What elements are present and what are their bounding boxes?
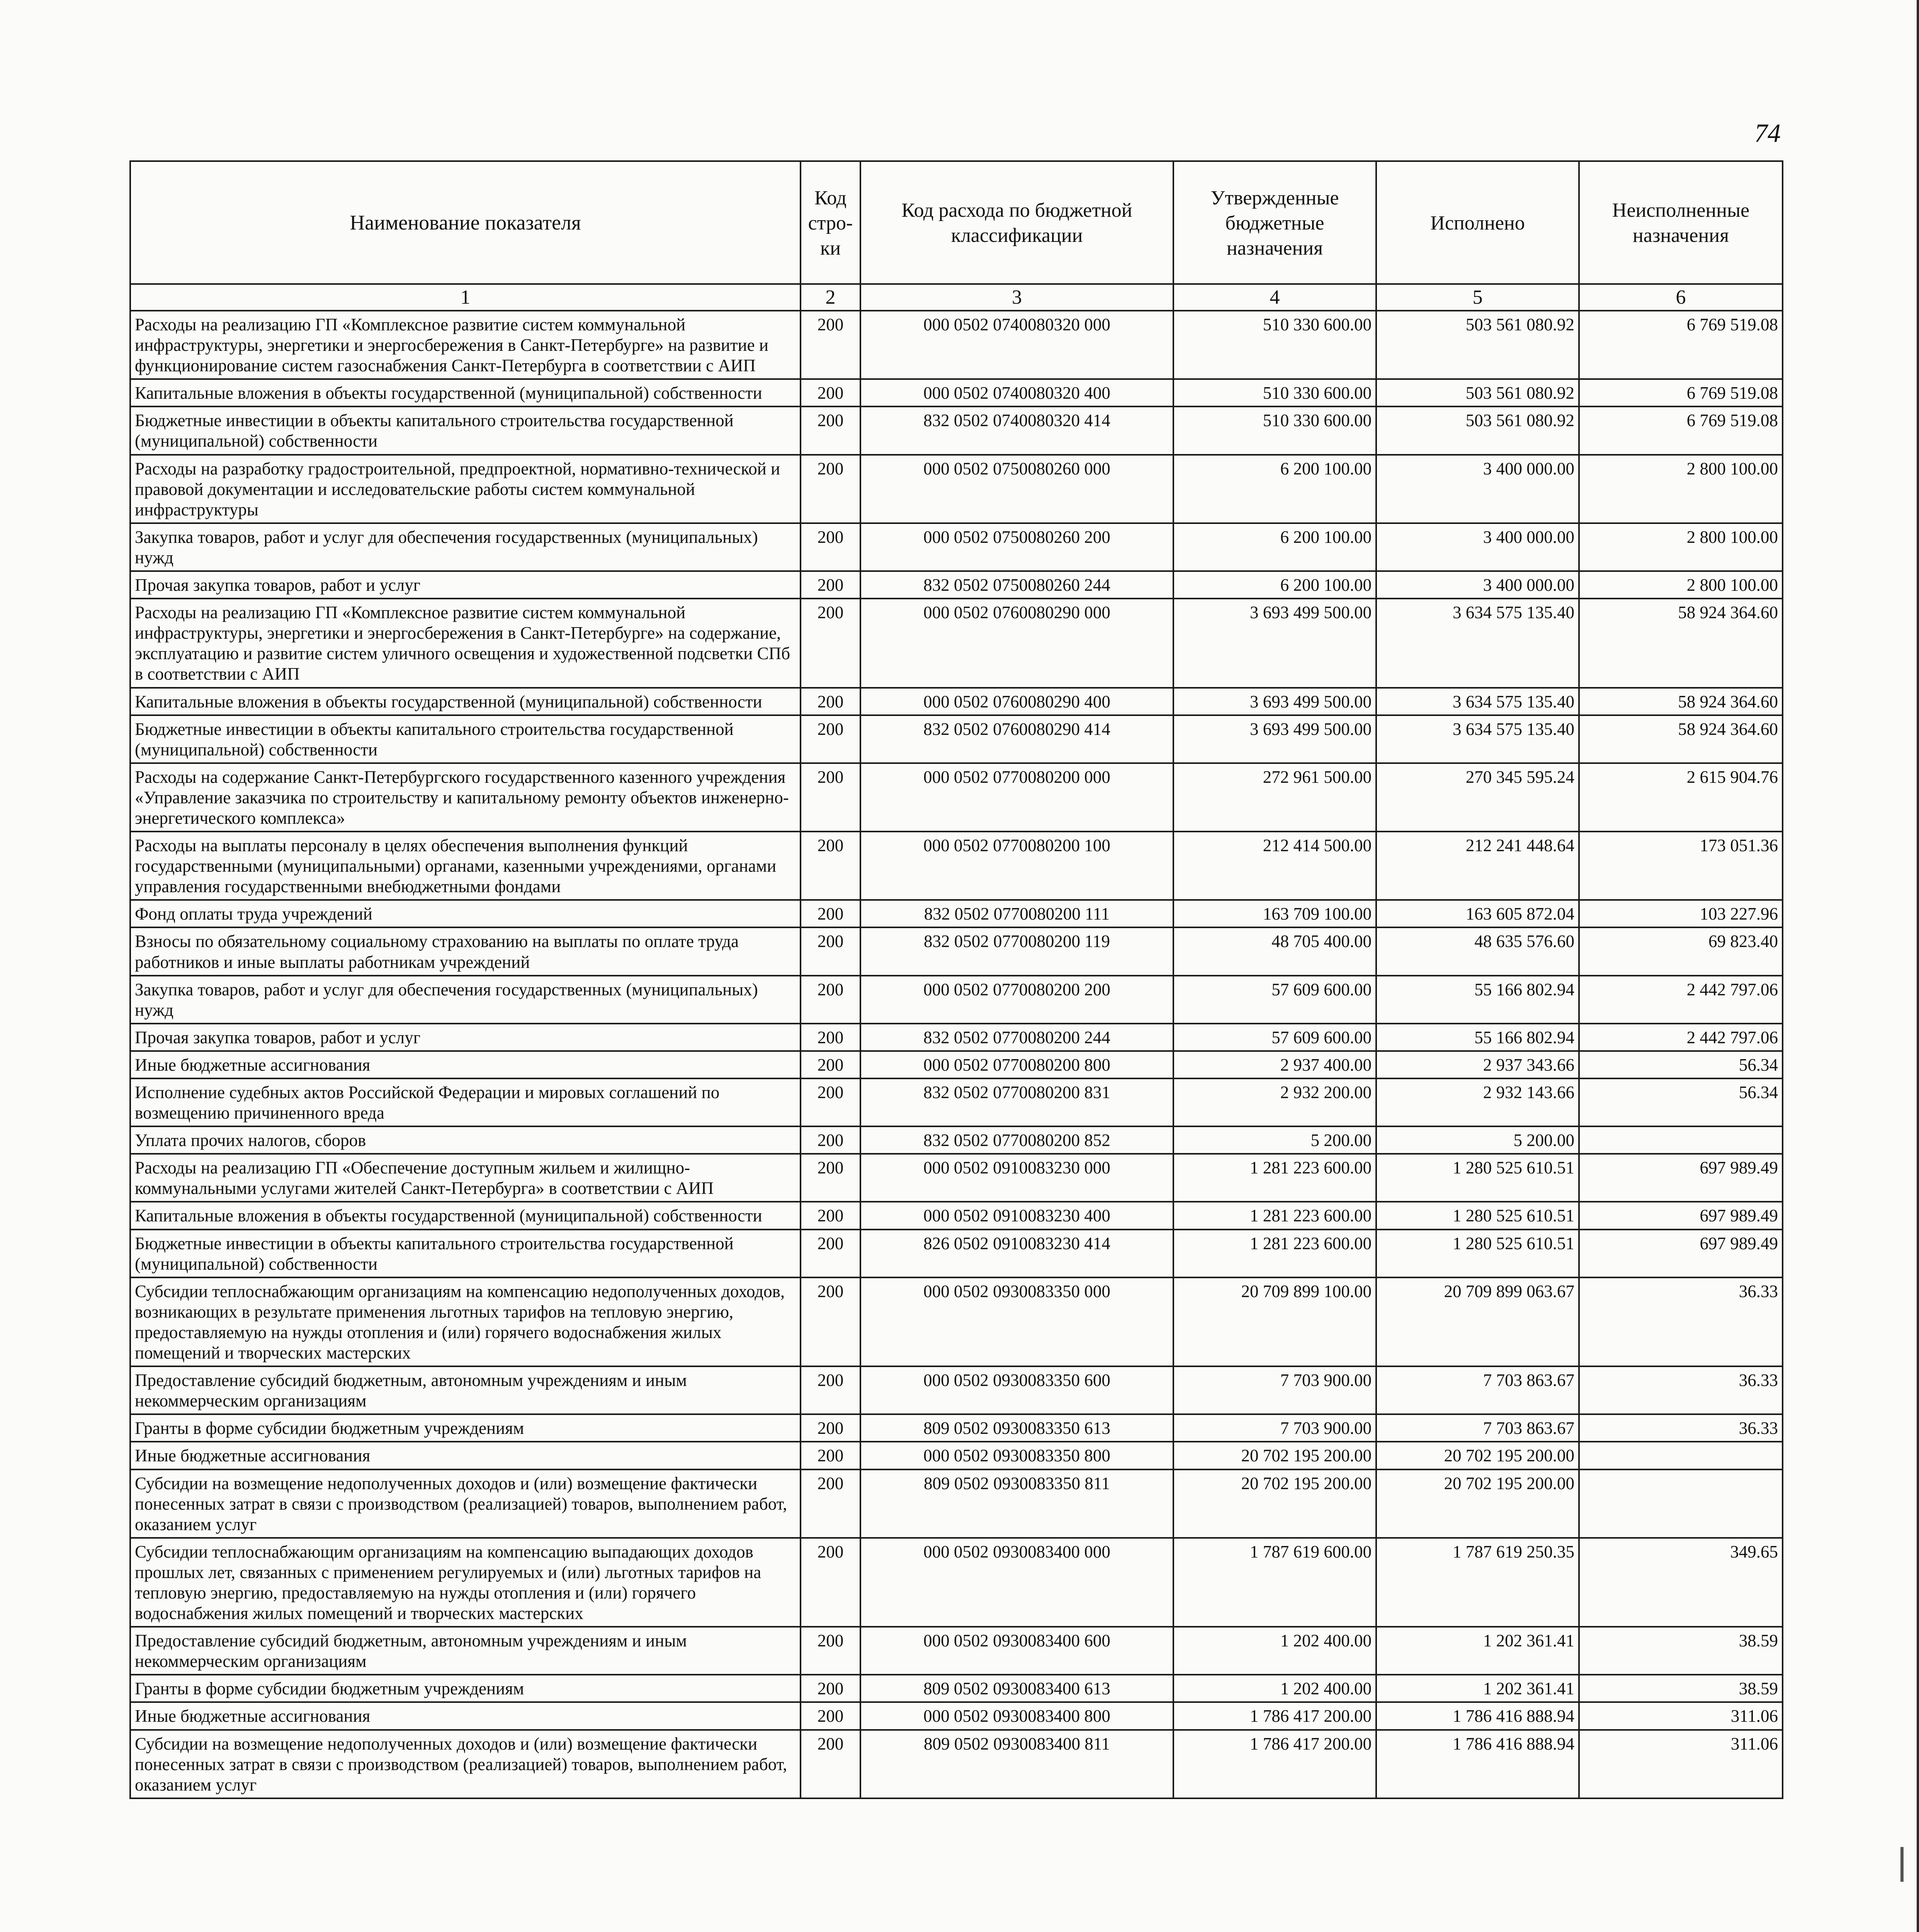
row-executed-amount: 212 241 448.64 xyxy=(1376,832,1579,900)
row-line-code: 200 xyxy=(801,1730,860,1798)
row-indicator-name: Предоставление субсидий бюджетным, автономным учреждениям и иным некоммерческим организациям xyxy=(130,1366,801,1414)
row-indicator-name: Гранты в форме субсидии бюджетным учреждениям xyxy=(130,1414,801,1442)
table-row xyxy=(130,1078,1783,1126)
row-indicator-name: Прочая закупка товаров, работ и услуг xyxy=(130,571,801,599)
row-budget-code: 832 0502 0760080290 414 xyxy=(860,715,1173,763)
row-approved-amount: 510 330 600.00 xyxy=(1173,311,1376,379)
row-budget-code: 000 0502 0770080200 100 xyxy=(860,832,1173,900)
row-line-code: 200 xyxy=(801,763,860,832)
row-indicator-name: Расходы на содержание Санкт-Петербургского государственного казенного учреждения «Управление заказчика по строительству и капитальному ремонту объектов инженерно-энергетического комплекса» xyxy=(130,763,801,832)
column-number: 4 xyxy=(1173,284,1376,311)
column-number: 5 xyxy=(1376,284,1579,311)
row-indicator-name: Взносы по обязательному социальному страхованию на выплаты по оплате труда работников и иные выплаты работникам учреждений xyxy=(130,927,801,975)
row-unexecuted-amount: 58 924 364.60 xyxy=(1579,688,1783,715)
row-executed-amount: 7 703 863.67 xyxy=(1376,1366,1579,1414)
row-approved-amount: 57 609 600.00 xyxy=(1173,1024,1376,1051)
row-unexecuted-amount: 2 615 904.76 xyxy=(1579,763,1783,832)
row-budget-code: 809 0502 0930083400 613 xyxy=(860,1675,1173,1702)
row-executed-amount: 55 166 802.94 xyxy=(1376,1024,1579,1051)
row-line-code: 200 xyxy=(801,1538,860,1627)
table-row xyxy=(130,900,1783,927)
row-executed-amount: 7 703 863.67 xyxy=(1376,1414,1579,1442)
row-line-code: 200 xyxy=(801,1675,860,1702)
table-row xyxy=(130,1702,1783,1730)
table-row xyxy=(130,1730,1783,1798)
row-approved-amount: 163 709 100.00 xyxy=(1173,900,1376,927)
row-line-code: 200 xyxy=(801,1078,860,1126)
table-row xyxy=(130,976,1783,1024)
row-budget-code: 000 0502 0740080320 400 xyxy=(860,379,1173,406)
row-line-code: 200 xyxy=(801,1024,860,1051)
row-unexecuted-amount xyxy=(1579,1126,1783,1154)
row-unexecuted-amount: 69 823.40 xyxy=(1579,927,1783,975)
header-executed: Исполнено xyxy=(1376,161,1579,284)
row-unexecuted-amount: 2 442 797.06 xyxy=(1579,1024,1783,1051)
row-approved-amount: 48 705 400.00 xyxy=(1173,927,1376,975)
budget-execution-table xyxy=(129,160,1783,1799)
row-budget-code: 832 0502 0740080320 414 xyxy=(860,406,1173,454)
row-executed-amount: 503 561 080.92 xyxy=(1376,406,1579,454)
row-line-code: 200 xyxy=(801,927,860,975)
table-row xyxy=(130,1154,1783,1202)
row-approved-amount: 510 330 600.00 xyxy=(1173,379,1376,406)
row-unexecuted-amount: 36.33 xyxy=(1579,1366,1783,1414)
row-budget-code: 832 0502 0770080200 831 xyxy=(860,1078,1173,1126)
row-indicator-name: Капитальные вложения в объекты государственной (муниципальной) собственности xyxy=(130,379,801,406)
row-budget-code: 000 0502 0910083230 000 xyxy=(860,1154,1173,1202)
table-row xyxy=(130,311,1783,379)
row-executed-amount: 3 400 000.00 xyxy=(1376,523,1579,571)
table-row xyxy=(130,1469,1783,1538)
row-executed-amount: 3 634 575 135.40 xyxy=(1376,715,1579,763)
row-unexecuted-amount xyxy=(1579,1442,1783,1469)
row-line-code: 200 xyxy=(801,976,860,1024)
row-executed-amount: 1 202 361.41 xyxy=(1376,1675,1579,1702)
row-unexecuted-amount: 697 989.49 xyxy=(1579,1154,1783,1202)
row-approved-amount: 1 281 223 600.00 xyxy=(1173,1154,1376,1202)
column-number: 1 xyxy=(130,284,801,311)
column-number-row xyxy=(130,284,1783,311)
table-row xyxy=(130,832,1783,900)
row-executed-amount: 1 202 361.41 xyxy=(1376,1627,1579,1675)
row-executed-amount: 270 345 595.24 xyxy=(1376,763,1579,832)
row-line-code: 200 xyxy=(801,1126,860,1154)
row-budget-code: 000 0502 0770080200 800 xyxy=(860,1051,1173,1078)
row-budget-code: 000 0502 0930083350 800 xyxy=(860,1442,1173,1469)
row-approved-amount: 20 702 195 200.00 xyxy=(1173,1442,1376,1469)
row-line-code: 200 xyxy=(801,1154,860,1202)
row-indicator-name: Исполнение судебных актов Российской Федерации и мировых соглашений по возмещению причиненного вреда xyxy=(130,1078,801,1126)
row-approved-amount: 3 693 499 500.00 xyxy=(1173,688,1376,715)
row-indicator-name: Гранты в форме субсидии бюджетным учреждениям xyxy=(130,1675,801,1702)
row-unexecuted-amount: 349.65 xyxy=(1579,1538,1783,1627)
row-unexecuted-amount: 58 924 364.60 xyxy=(1579,599,1783,687)
row-budget-code: 000 0502 0910083230 400 xyxy=(860,1202,1173,1229)
row-approved-amount: 1 281 223 600.00 xyxy=(1173,1202,1376,1229)
row-approved-amount: 7 703 900.00 xyxy=(1173,1414,1376,1442)
row-indicator-name: Предоставление субсидий бюджетным, автономным учреждениям и иным некоммерческим организациям xyxy=(130,1627,801,1675)
row-indicator-name: Расходы на реализацию ГП «Комплексное развитие систем коммунальной инфраструктуры, энергетики и энергосбережения в Санкт-Петербурге» на развитие и функционирование систем газоснабжения Санкт-Петербурга в соответствии с АИП xyxy=(130,311,801,379)
row-line-code: 200 xyxy=(801,1051,860,1078)
table-row xyxy=(130,1277,1783,1366)
row-line-code: 200 xyxy=(801,571,860,599)
row-unexecuted-amount: 38.59 xyxy=(1579,1675,1783,1702)
row-executed-amount: 20 702 195 200.00 xyxy=(1376,1442,1579,1469)
scan-edge-line xyxy=(1917,0,1919,1932)
table-row xyxy=(130,715,1783,763)
table-row xyxy=(130,763,1783,832)
row-budget-code: 000 0502 0930083400 000 xyxy=(860,1538,1173,1627)
table-row xyxy=(130,1051,1783,1078)
table-row xyxy=(130,1126,1783,1154)
row-unexecuted-amount xyxy=(1579,1469,1783,1538)
row-executed-amount: 503 561 080.92 xyxy=(1376,311,1579,379)
row-unexecuted-amount: 103 227.96 xyxy=(1579,900,1783,927)
row-approved-amount: 6 200 100.00 xyxy=(1173,571,1376,599)
row-budget-code: 000 0502 0930083400 800 xyxy=(860,1702,1173,1730)
row-budget-code: 000 0502 0930083350 000 xyxy=(860,1277,1173,1366)
row-line-code: 200 xyxy=(801,379,860,406)
row-approved-amount: 1 281 223 600.00 xyxy=(1173,1230,1376,1277)
row-unexecuted-amount: 56.34 xyxy=(1579,1051,1783,1078)
row-indicator-name: Иные бюджетные ассигнования xyxy=(130,1702,801,1730)
row-unexecuted-amount: 36.33 xyxy=(1579,1414,1783,1442)
table-row xyxy=(130,1414,1783,1442)
row-approved-amount: 2 932 200.00 xyxy=(1173,1078,1376,1126)
header-unexecuted: Неисполненные назначения xyxy=(1579,161,1783,284)
header-approved: Утвержденные бюджетные назначения xyxy=(1173,161,1376,284)
row-budget-code: 000 0502 0750080260 000 xyxy=(860,455,1173,523)
row-unexecuted-amount: 2 800 100.00 xyxy=(1579,523,1783,571)
column-number: 6 xyxy=(1579,284,1783,311)
table-row xyxy=(130,1366,1783,1414)
header-row xyxy=(130,161,1783,284)
row-line-code: 200 xyxy=(801,455,860,523)
row-budget-code: 000 0502 0770080200 200 xyxy=(860,976,1173,1024)
row-unexecuted-amount: 311.06 xyxy=(1579,1702,1783,1730)
row-line-code: 200 xyxy=(801,900,860,927)
table-header xyxy=(130,161,1783,311)
row-executed-amount: 1 786 416 888.94 xyxy=(1376,1730,1579,1798)
table-row xyxy=(130,1024,1783,1051)
header-budget-code: Код расхода по бюджетной классификации xyxy=(860,161,1173,284)
table-row xyxy=(130,1230,1783,1277)
table-row xyxy=(130,927,1783,975)
row-executed-amount: 5 200.00 xyxy=(1376,1126,1579,1154)
column-number: 3 xyxy=(860,284,1173,311)
table-row xyxy=(130,571,1783,599)
row-budget-code: 000 0502 0750080260 200 xyxy=(860,523,1173,571)
row-executed-amount: 1 280 525 610.51 xyxy=(1376,1230,1579,1277)
row-unexecuted-amount: 2 442 797.06 xyxy=(1579,976,1783,1024)
row-approved-amount: 3 693 499 500.00 xyxy=(1173,599,1376,687)
row-budget-code: 809 0502 0930083400 811 xyxy=(860,1730,1173,1798)
row-line-code: 200 xyxy=(801,1627,860,1675)
row-line-code: 200 xyxy=(801,1442,860,1469)
row-indicator-name: Субсидии теплоснабжающим организациям на компенсацию выпадающих доходов прошлых лет, связанных с применением регулируемых и (или) льготных тарифов на тепловую энергию, предоставляемую на нужды отопления и (или) горячего водоснабжения жилых помещений и творческих мастерских xyxy=(130,1538,801,1627)
row-indicator-name: Расходы на выплаты персоналу в целях обеспечения выполнения функций государственными (муниципальными) органами, казенными учреждениями, органами управления государственными внебюджетными фондами xyxy=(130,832,801,900)
row-line-code: 200 xyxy=(801,1202,860,1229)
row-unexecuted-amount: 2 800 100.00 xyxy=(1579,571,1783,599)
row-indicator-name: Субсидии на возмещение недополученных доходов и (или) возмещение фактически понесенных затрат в связи с производством (реализацией) товаров, выполнением работ, оказанием услуг xyxy=(130,1469,801,1538)
row-indicator-name: Бюджетные инвестиции в объекты капитального строительства государственной (муниципальной) собственности xyxy=(130,406,801,454)
row-executed-amount: 3 634 575 135.40 xyxy=(1376,599,1579,687)
row-indicator-name: Фонд оплаты труда учреждений xyxy=(130,900,801,927)
row-line-code: 200 xyxy=(801,406,860,454)
row-executed-amount: 20 709 899 063.67 xyxy=(1376,1277,1579,1366)
row-budget-code: 000 0502 0930083400 600 xyxy=(860,1627,1173,1675)
row-indicator-name: Расходы на реализацию ГП «Обеспечение доступным жильем и жилищно-коммунальными услугами жителей Санкт-Петербурга» в соответствии с АИП xyxy=(130,1154,801,1202)
row-executed-amount: 48 635 576.60 xyxy=(1376,927,1579,975)
row-approved-amount: 510 330 600.00 xyxy=(1173,406,1376,454)
row-budget-code: 832 0502 0750080260 244 xyxy=(860,571,1173,599)
row-budget-code: 809 0502 0930083350 811 xyxy=(860,1469,1173,1538)
row-budget-code: 826 0502 0910083230 414 xyxy=(860,1230,1173,1277)
row-executed-amount: 20 702 195 200.00 xyxy=(1376,1469,1579,1538)
row-budget-code: 000 0502 0930083350 600 xyxy=(860,1366,1173,1414)
table-row xyxy=(130,455,1783,523)
row-executed-amount: 1 787 619 250.35 xyxy=(1376,1538,1579,1627)
row-budget-code: 000 0502 0760080290 400 xyxy=(860,688,1173,715)
row-indicator-name: Субсидии на возмещение недополученных доходов и (или) возмещение фактически понесенных затрат в связи с производством (реализацией) товаров, выполнением работ, оказанием услуг xyxy=(130,1730,801,1798)
row-approved-amount: 212 414 500.00 xyxy=(1173,832,1376,900)
table-row xyxy=(130,599,1783,687)
row-executed-amount: 503 561 080.92 xyxy=(1376,379,1579,406)
row-indicator-name: Прочая закупка товаров, работ и услуг xyxy=(130,1024,801,1051)
row-approved-amount: 1 786 417 200.00 xyxy=(1173,1730,1376,1798)
row-line-code: 200 xyxy=(801,599,860,687)
row-line-code: 200 xyxy=(801,1230,860,1277)
table-row xyxy=(130,1675,1783,1702)
row-line-code: 200 xyxy=(801,832,860,900)
row-approved-amount: 3 693 499 500.00 xyxy=(1173,715,1376,763)
table-row xyxy=(130,1538,1783,1627)
row-indicator-name: Уплата прочих налогов, сборов xyxy=(130,1126,801,1154)
table-row xyxy=(130,379,1783,406)
page-number: 74 xyxy=(1754,118,1781,148)
row-budget-code: 832 0502 0770080200 852 xyxy=(860,1126,1173,1154)
row-approved-amount: 1 202 400.00 xyxy=(1173,1627,1376,1675)
row-indicator-name: Закупка товаров, работ и услуг для обеспечения государственных (муниципальных) нужд xyxy=(130,523,801,571)
row-line-code: 200 xyxy=(801,311,860,379)
table-row xyxy=(130,523,1783,571)
row-executed-amount: 163 605 872.04 xyxy=(1376,900,1579,927)
row-approved-amount: 2 937 400.00 xyxy=(1173,1051,1376,1078)
row-approved-amount: 1 786 417 200.00 xyxy=(1173,1702,1376,1730)
row-unexecuted-amount: 56.34 xyxy=(1579,1078,1783,1126)
scan-mark xyxy=(1900,1847,1904,1882)
row-executed-amount: 1 280 525 610.51 xyxy=(1376,1202,1579,1229)
row-unexecuted-amount: 36.33 xyxy=(1579,1277,1783,1366)
table-row xyxy=(130,406,1783,454)
row-indicator-name: Расходы на разработку градостроительной, предпроектной, нормативно-технической и правовой документации и исследовательские работы систем коммунальной инфраструктуры xyxy=(130,455,801,523)
row-indicator-name: Капитальные вложения в объекты государственной (муниципальной) собственности xyxy=(130,688,801,715)
row-unexecuted-amount: 2 800 100.00 xyxy=(1579,455,1783,523)
row-executed-amount: 2 937 343.66 xyxy=(1376,1051,1579,1078)
row-executed-amount: 2 932 143.66 xyxy=(1376,1078,1579,1126)
row-line-code: 200 xyxy=(801,688,860,715)
row-unexecuted-amount: 38.59 xyxy=(1579,1627,1783,1675)
row-approved-amount: 1 202 400.00 xyxy=(1173,1675,1376,1702)
row-executed-amount: 3 634 575 135.40 xyxy=(1376,688,1579,715)
row-executed-amount: 1 280 525 610.51 xyxy=(1376,1154,1579,1202)
row-approved-amount: 57 609 600.00 xyxy=(1173,976,1376,1024)
row-unexecuted-amount: 173 051.36 xyxy=(1579,832,1783,900)
row-budget-code: 000 0502 0740080320 000 xyxy=(860,311,1173,379)
row-unexecuted-amount: 697 989.49 xyxy=(1579,1230,1783,1277)
header-indicator-name: Наименование показателя xyxy=(130,161,801,284)
row-approved-amount: 20 709 899 100.00 xyxy=(1173,1277,1376,1366)
row-line-code: 200 xyxy=(801,1366,860,1414)
row-unexecuted-amount: 6 769 519.08 xyxy=(1579,406,1783,454)
row-indicator-name: Бюджетные инвестиции в объекты капитального строительства государственной (муниципальной) собственности xyxy=(130,1230,801,1277)
row-line-code: 200 xyxy=(801,1414,860,1442)
row-budget-code: 000 0502 0760080290 000 xyxy=(860,599,1173,687)
row-line-code: 200 xyxy=(801,1277,860,1366)
row-line-code: 200 xyxy=(801,1702,860,1730)
row-indicator-name: Расходы на реализацию ГП «Комплексное развитие систем коммунальной инфраструктуры, энергетики и энергосбережения в Санкт-Петербурге» на содержание, эксплуатацию и развитие систем уличного освещения и художественной подсветки СПб в соответствии с АИП xyxy=(130,599,801,687)
row-unexecuted-amount: 6 769 519.08 xyxy=(1579,379,1783,406)
row-indicator-name: Иные бюджетные ассигнования xyxy=(130,1051,801,1078)
row-budget-code: 832 0502 0770080200 111 xyxy=(860,900,1173,927)
row-indicator-name: Иные бюджетные ассигнования xyxy=(130,1442,801,1469)
row-budget-code: 809 0502 0930083350 613 xyxy=(860,1414,1173,1442)
row-approved-amount: 20 702 195 200.00 xyxy=(1173,1469,1376,1538)
row-indicator-name: Бюджетные инвестиции в объекты капитального строительства государственной (муниципальной) собственности xyxy=(130,715,801,763)
row-approved-amount: 5 200.00 xyxy=(1173,1126,1376,1154)
row-executed-amount: 3 400 000.00 xyxy=(1376,455,1579,523)
row-unexecuted-amount: 6 769 519.08 xyxy=(1579,311,1783,379)
row-executed-amount: 3 400 000.00 xyxy=(1376,571,1579,599)
row-indicator-name: Закупка товаров, работ и услуг для обеспечения государственных (муниципальных) нужд xyxy=(130,976,801,1024)
table-row xyxy=(130,1627,1783,1675)
table-body xyxy=(130,311,1783,1798)
row-line-code: 200 xyxy=(801,715,860,763)
row-approved-amount: 1 787 619 600.00 xyxy=(1173,1538,1376,1627)
table-row xyxy=(130,688,1783,715)
row-unexecuted-amount: 311.06 xyxy=(1579,1730,1783,1798)
row-budget-code: 000 0502 0770080200 000 xyxy=(860,763,1173,832)
row-line-code: 200 xyxy=(801,1469,860,1538)
header-line-code: Код стро-ки xyxy=(801,161,860,284)
row-budget-code: 832 0502 0770080200 244 xyxy=(860,1024,1173,1051)
row-approved-amount: 6 200 100.00 xyxy=(1173,455,1376,523)
row-line-code: 200 xyxy=(801,523,860,571)
table-row xyxy=(130,1442,1783,1469)
row-indicator-name: Субсидии теплоснабжающим организациям на компенсацию недополученных доходов, возникающих в результате применения льготных тарифов на тепловую энергию, предоставляемую на нужды отопления и (или) горячего водоснабжения жилых помещений и творческих мастерских xyxy=(130,1277,801,1366)
row-unexecuted-amount: 58 924 364.60 xyxy=(1579,715,1783,763)
row-approved-amount: 272 961 500.00 xyxy=(1173,763,1376,832)
budget-table-container xyxy=(129,160,1782,1799)
row-indicator-name: Капитальные вложения в объекты государственной (муниципальной) собственности xyxy=(130,1202,801,1229)
table-row xyxy=(130,1202,1783,1229)
row-approved-amount: 7 703 900.00 xyxy=(1173,1366,1376,1414)
column-number: 2 xyxy=(801,284,860,311)
row-executed-amount: 1 786 416 888.94 xyxy=(1376,1702,1579,1730)
row-unexecuted-amount: 697 989.49 xyxy=(1579,1202,1783,1229)
row-executed-amount: 55 166 802.94 xyxy=(1376,976,1579,1024)
row-budget-code: 832 0502 0770080200 119 xyxy=(860,927,1173,975)
row-approved-amount: 6 200 100.00 xyxy=(1173,523,1376,571)
